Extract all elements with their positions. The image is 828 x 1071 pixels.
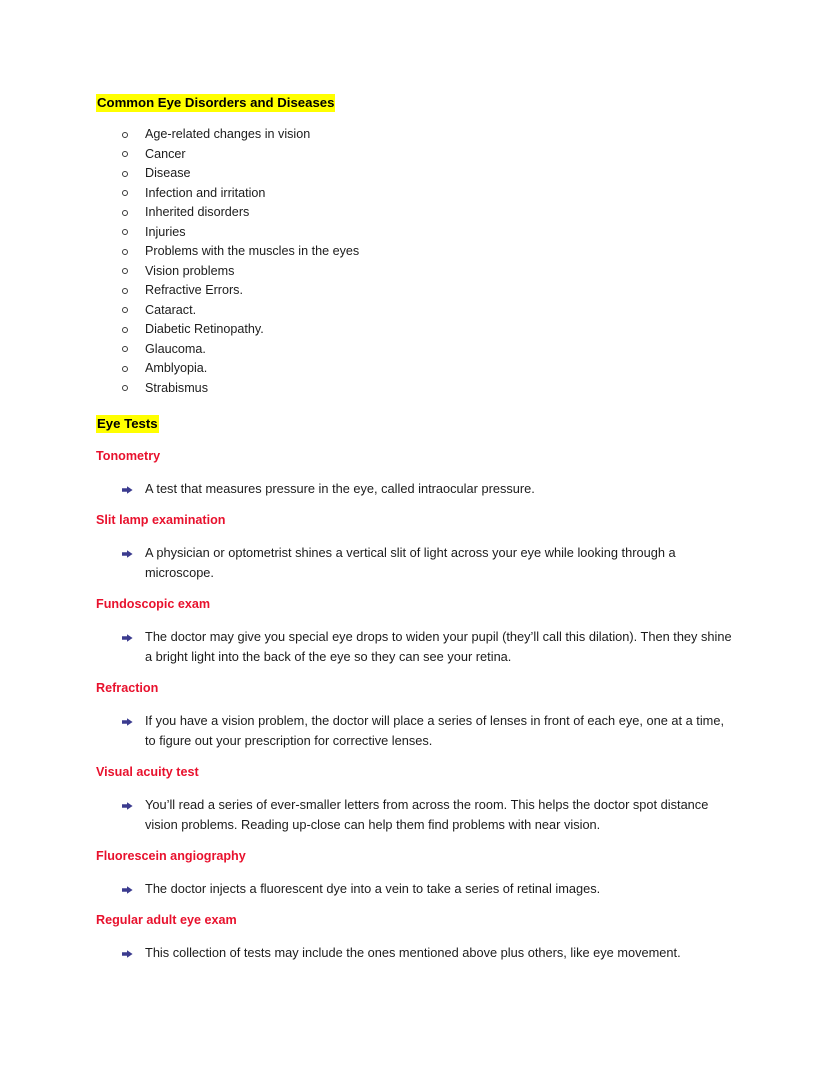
circle-bullet-icon <box>122 327 128 333</box>
bullet-text: A test that measures pressure in the eye, called intraocular pressure. <box>145 481 535 496</box>
highlighted-heading-text: Common Eye Disorders and Diseases <box>97 95 335 110</box>
circle-bullet-icon <box>122 171 128 177</box>
list-item-label: Injuries <box>145 224 186 239</box>
spacer <box>96 499 732 512</box>
circle-bullet-icon <box>122 151 128 157</box>
circle-bullet-icon <box>122 229 128 235</box>
spacer <box>96 835 732 848</box>
spacer <box>96 928 732 943</box>
list-item-label: Disease <box>145 166 191 180</box>
list-item-label: Glaucoma. <box>145 341 206 356</box>
fundoscopic-exam-bullets <box>96 627 732 667</box>
section-heading-common-eye-disorders <box>96 94 732 111</box>
circle-bullet-icon <box>122 385 128 391</box>
list-item <box>96 184 732 204</box>
document-content <box>96 94 732 963</box>
arrow-right-icon <box>122 634 133 642</box>
circle-bullet-icon <box>122 288 128 294</box>
circle-bullet-icon <box>122 210 128 216</box>
spacer <box>96 528 732 543</box>
spacer <box>96 667 732 680</box>
slit-lamp-examination-bullets <box>96 543 732 583</box>
arrow-right-icon <box>122 550 133 558</box>
eye-disorders-list <box>96 125 732 398</box>
list-item <box>96 262 732 282</box>
spacer <box>96 432 732 448</box>
subsection-heading-visual-acuity-test: Visual acuity test <box>96 765 199 779</box>
circle-bullet-icon <box>122 268 128 274</box>
spacer <box>96 899 732 912</box>
list-item <box>96 543 732 583</box>
list-item <box>96 943 732 963</box>
circle-bullet-icon <box>122 307 128 313</box>
list-item-label: Strabismus <box>145 380 208 395</box>
list-item-label: Infection and irritation <box>145 185 266 200</box>
section-heading-eye-tests <box>96 415 732 432</box>
arrow-right-icon <box>122 950 133 958</box>
list-item <box>96 627 732 667</box>
spacer <box>96 780 732 795</box>
subsection-heading-slit-lamp-examination: Slit lamp examination <box>96 513 226 527</box>
circle-bullet-icon <box>122 190 128 196</box>
bullet-text: If you have a vision problem, the doctor will place a series of lenses in front of each eye, one at a time, to figure out your prescription for corrective lenses. <box>145 713 725 748</box>
list-item-label: Cancer <box>145 146 186 161</box>
spacer <box>96 464 732 479</box>
list-item <box>96 320 732 340</box>
list-item <box>96 125 732 145</box>
list-item <box>96 203 732 223</box>
subsection-heading-fluorescein-angiography: Fluorescein angiography <box>96 849 246 863</box>
spacer <box>96 398 732 415</box>
spacer <box>96 751 732 764</box>
list-item <box>96 795 732 835</box>
list-item <box>96 479 732 499</box>
list-item <box>96 301 732 321</box>
bullet-text: You’ll read a series of ever-smaller letters from across the room. This helps the doctor spot distance vision problems. Reading up-close can help them find problems with near vision. <box>145 797 709 832</box>
subsection-heading-fundoscopic-exam: Fundoscopic exam <box>96 597 211 611</box>
circle-bullet-icon <box>122 132 128 138</box>
section-eye-tests <box>96 415 732 432</box>
list-item-label: Inherited disorders <box>145 205 250 219</box>
bullet-text: The doctor may give you special eye drops to widen your pupil (they’ll call this dilation). Then they shine a bright light into the back of the eye so they can see your retina. <box>145 629 732 664</box>
list-item <box>96 145 732 165</box>
arrow-right-icon <box>122 802 133 810</box>
refraction-bullets <box>96 711 732 751</box>
spacer <box>96 696 732 711</box>
spacer <box>96 111 732 125</box>
list-item <box>96 711 732 751</box>
arrow-right-icon <box>122 486 133 494</box>
list-item-label: Refractive Errors. <box>145 283 243 297</box>
tonometry-bullets <box>96 479 732 499</box>
list-item-label: Amblyopia. <box>145 361 208 375</box>
bullet-text: A physician or optometrist shines a vertical slit of light across your eye while looking through a microscope. <box>145 545 676 580</box>
arrow-right-icon <box>122 718 133 726</box>
circle-bullet-icon <box>122 249 128 255</box>
subsection-heading-regular-adult-eye-exam: Regular adult eye exam <box>96 913 237 927</box>
list-item-label: Vision problems <box>145 263 235 278</box>
list-item <box>96 379 732 399</box>
list-item <box>96 164 732 184</box>
list-item <box>96 340 732 360</box>
circle-bullet-icon <box>122 366 128 372</box>
list-item <box>96 242 732 262</box>
subsection-heading-tonometry: Tonometry <box>96 449 161 463</box>
spacer <box>96 612 732 627</box>
fluorescein-angiography-bullets <box>96 879 732 899</box>
highlighted-heading-text: Eye Tests <box>97 416 158 431</box>
list-item-label: Problems with the muscles in the eyes <box>145 244 360 258</box>
subsection-heading-refraction: Refraction <box>96 681 159 695</box>
bullet-text: This collection of tests may include the ones mentioned above plus others, like eye movement. <box>145 945 681 960</box>
circle-bullet-icon <box>122 346 128 352</box>
regular-adult-eye-exam-bullets <box>96 943 732 963</box>
section-common-eye-disorders <box>96 94 732 111</box>
visual-acuity-test-bullets <box>96 795 732 835</box>
list-item-label: Age-related changes in vision <box>145 127 311 141</box>
bullet-text: The doctor injects a fluorescent dye into a vein to take a series of retinal images. <box>145 881 601 896</box>
list-item-label: Cataract. <box>145 302 197 317</box>
spacer <box>96 864 732 879</box>
list-item-label: Diabetic Retinopathy. <box>145 322 264 336</box>
list-item <box>96 281 732 301</box>
list-item <box>96 879 732 899</box>
list-item <box>96 223 732 243</box>
list-item <box>96 359 732 379</box>
arrow-right-icon <box>122 886 133 894</box>
spacer <box>96 583 732 596</box>
